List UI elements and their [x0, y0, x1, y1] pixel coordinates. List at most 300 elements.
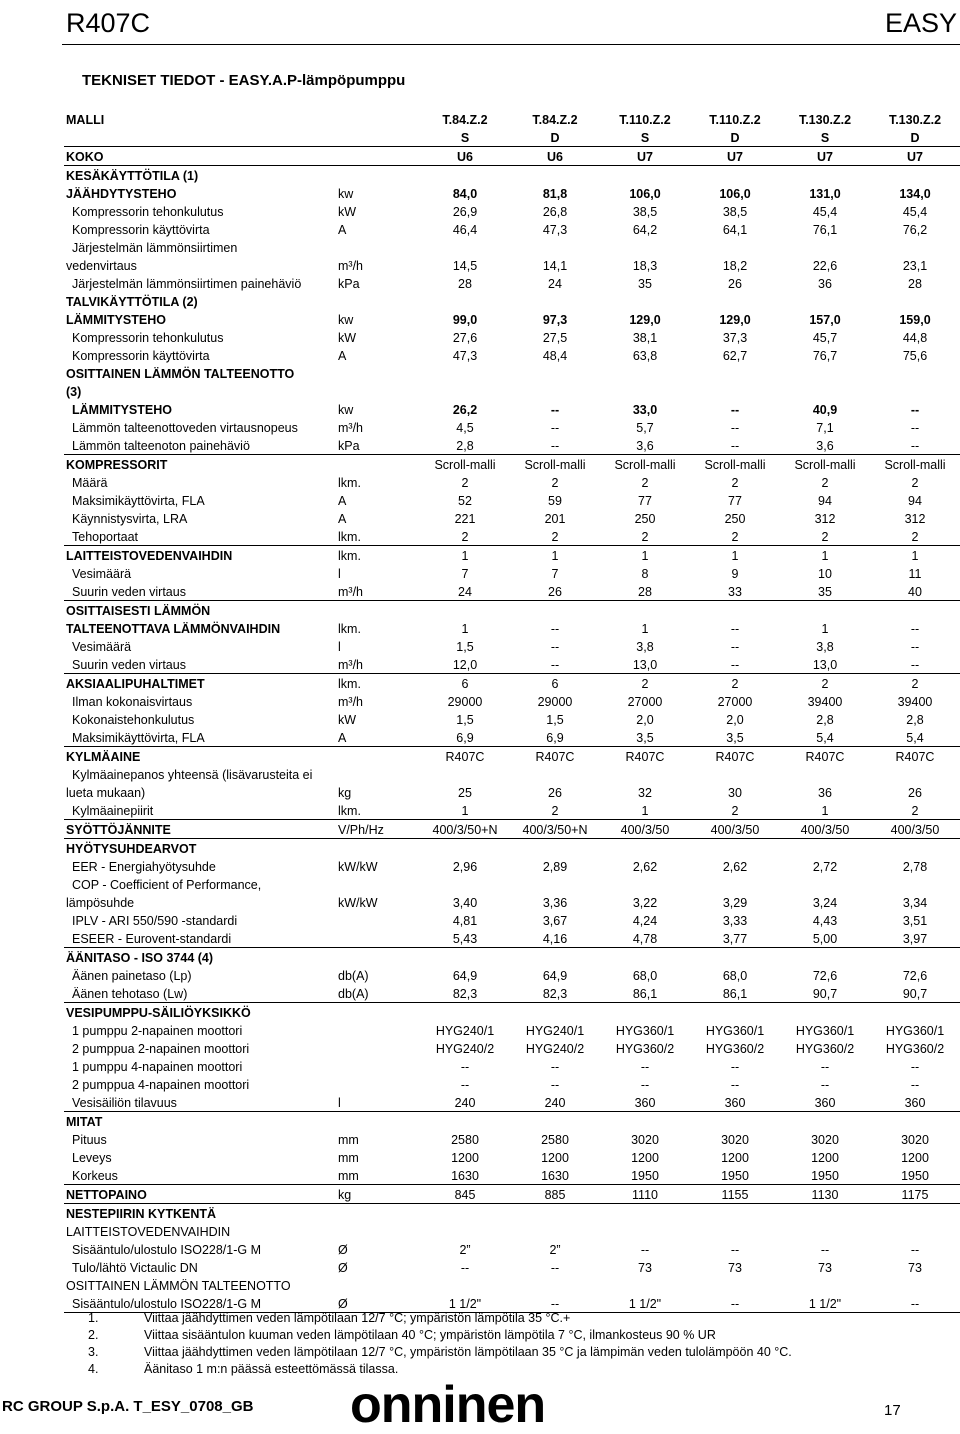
cell-value: 1950	[600, 1166, 690, 1185]
table-row	[64, 1112, 960, 1131]
cell-value: HYG360/2	[795, 1042, 855, 1056]
cell-value: 360	[870, 1093, 960, 1112]
cell-value: R407C	[895, 750, 935, 764]
cell-value: R407C	[805, 750, 845, 764]
cell-value: HYG360/1	[705, 1024, 765, 1038]
row-unit: mm	[338, 1151, 359, 1165]
table-row	[64, 1148, 960, 1166]
cell-value	[780, 364, 870, 382]
row-label: Äänen tehotaso (Lw)	[64, 984, 336, 1003]
cell-value: --	[460, 1060, 470, 1074]
cell-value: --	[730, 1078, 740, 1092]
cell-value: 3,97	[870, 929, 960, 948]
cell-value: 1950	[780, 1166, 870, 1185]
cell-value: Scroll-malli	[434, 458, 496, 472]
table-row	[64, 220, 960, 238]
row-label: Kylmäainepanos yhteensä (lisävarusteita ei	[72, 768, 313, 782]
cell-value	[870, 1204, 960, 1223]
cell-value	[870, 1112, 960, 1131]
row-unit: lkm.	[338, 549, 361, 563]
footer-company: RC GROUP S.p.A. T_ESY_0708_GB	[2, 1398, 254, 1415]
cell-value: 64,9	[452, 969, 478, 983]
table-row	[64, 382, 960, 400]
cell-value: 400/3/50	[690, 820, 780, 839]
cell-value	[870, 601, 960, 620]
cell-value: 1200	[541, 1151, 569, 1165]
cell-value: 2,0	[636, 713, 654, 727]
cell-value: 2	[510, 527, 600, 546]
cell-value: 3,29	[722, 896, 748, 910]
row-unit: mm	[338, 1133, 359, 1147]
table-row	[64, 147, 960, 166]
cell-value: 2,96	[452, 860, 478, 874]
row-unit: l	[336, 1093, 420, 1112]
cell-value: 18,2	[722, 259, 748, 273]
cell-value: --	[820, 1060, 830, 1074]
footnote	[88, 1344, 792, 1361]
cell-value: 1630	[420, 1166, 510, 1185]
cell-value: 26	[728, 277, 742, 291]
table-row	[64, 1204, 960, 1223]
footnotes	[88, 1310, 792, 1378]
row-unit	[336, 1057, 420, 1075]
cell-value	[870, 238, 960, 256]
cell-value: --	[460, 1078, 470, 1092]
cell-value: --	[910, 640, 920, 654]
cell-value: 6	[551, 677, 559, 691]
cell-value: 3,40	[452, 896, 478, 910]
cell-value: 1630	[510, 1166, 600, 1185]
row-label: NESTEPIIRIN KYTKENTÄ	[66, 1207, 217, 1221]
cell-value: 1110	[600, 1185, 690, 1204]
cell-value: 7	[551, 567, 559, 581]
row-unit	[336, 601, 420, 620]
cell-value: --	[820, 1243, 830, 1257]
row-label: JÄÄHDYTYSTEHO	[66, 187, 177, 201]
row-label: Ilman kokonaisvirtaus	[72, 695, 193, 709]
cell-value: 22,6	[812, 259, 838, 273]
cell-value: 73	[728, 1261, 742, 1275]
cell-value: 2,8	[816, 713, 834, 727]
table-row	[64, 473, 960, 491]
row-unit: lkm.	[338, 622, 361, 636]
cell-value: 2	[821, 476, 829, 490]
cell-value: --	[510, 436, 600, 455]
cell-value: 64,1	[722, 223, 748, 237]
cell-value: 129,0	[719, 313, 751, 327]
cell-value: 72,6	[812, 969, 838, 983]
cell-value	[780, 948, 870, 967]
cell-value: --	[730, 421, 740, 435]
cell-value: 1	[551, 549, 559, 563]
cell-value	[780, 382, 870, 400]
cell-value: HYG360/1	[885, 1024, 945, 1038]
cell-value: 76,1	[812, 223, 838, 237]
row-unit	[336, 128, 420, 147]
cell-value: 86,1	[600, 984, 690, 1003]
table-row	[64, 710, 960, 728]
cell-value: 2580	[541, 1133, 569, 1147]
cell-value: 5,4	[870, 728, 960, 747]
row-label: Pituus	[72, 1133, 107, 1147]
cell-value: 1200	[451, 1151, 479, 1165]
cell-value: 47,3	[452, 349, 478, 363]
cell-value: 2	[420, 527, 510, 546]
cell-value	[420, 1003, 510, 1022]
cell-value	[600, 765, 690, 783]
cell-value	[780, 875, 870, 893]
cell-value: 159,0	[899, 313, 931, 327]
cell-value: 2	[870, 801, 960, 820]
cell-value: R407C	[535, 750, 575, 764]
cell-value	[690, 364, 780, 382]
table-row	[64, 674, 960, 693]
cell-value	[510, 1204, 600, 1223]
row-label: lämpösuhde	[66, 896, 135, 910]
cell-value: 26,2	[452, 403, 478, 417]
row-unit: A	[338, 512, 347, 526]
cell-value: 29000	[447, 695, 483, 709]
table-row	[64, 292, 960, 310]
cell-value	[420, 1204, 510, 1223]
row-label: vedenvirtaus	[66, 259, 137, 273]
cell-value: 48,4	[542, 349, 568, 363]
cell-value: 76,7	[812, 349, 838, 363]
row-unit: kPa	[336, 436, 420, 455]
cell-value: 400/3/50	[870, 820, 960, 839]
row-label: ÄÄNITASO - ISO 3744 (4)	[66, 951, 214, 965]
row-unit	[336, 875, 420, 893]
cell-value: --	[870, 655, 960, 674]
cell-value: 26	[908, 786, 922, 800]
cell-value: 2	[731, 677, 739, 691]
cell-value: R407C	[715, 750, 755, 764]
row-unit: Ø	[336, 1294, 420, 1313]
cell-value: U7	[780, 147, 870, 166]
cell-value: 1200	[721, 1151, 749, 1165]
table-row	[64, 1057, 960, 1075]
row-label: Määrä	[72, 476, 108, 490]
cell-value	[420, 601, 510, 620]
cell-value: 38,5	[632, 205, 658, 219]
cell-value: 45,7	[812, 331, 838, 345]
cell-value	[690, 948, 780, 967]
cell-value	[690, 292, 780, 310]
cell-value: 3020	[901, 1133, 929, 1147]
row-label: OSITTAINEN LÄMMÖN TALTEENOTTO	[66, 367, 295, 381]
cell-value: --	[510, 1294, 600, 1313]
table-row	[64, 948, 960, 967]
cell-value: 39400	[807, 695, 843, 709]
cell-value: 3020	[631, 1133, 659, 1147]
cell-value	[870, 364, 960, 382]
row-unit: l	[338, 567, 341, 581]
row-label: Kokonaistehonkulutus	[72, 713, 195, 727]
cell-value: 2	[641, 476, 649, 490]
cell-value	[510, 875, 600, 893]
cell-value: 2,78	[902, 860, 928, 874]
cell-value: 131,0	[809, 187, 841, 201]
table-row	[64, 1185, 960, 1204]
cell-value: 94	[818, 494, 832, 508]
specification-table	[64, 110, 960, 1313]
cell-value: 27000	[627, 695, 663, 709]
cell-value: T.84.Z.2	[532, 113, 578, 127]
row-unit	[336, 1112, 420, 1131]
cell-value: S	[780, 128, 870, 147]
cell-value: 76,2	[902, 223, 928, 237]
footnote-text: Viittaa sisääntulon kuuman veden lämpötilaan 40 °C; ympäristön lämpötila 7 °C, ilmankosteus 90 % UR	[144, 1328, 716, 1342]
cell-value: 4,24	[632, 914, 658, 928]
cell-value	[780, 1222, 870, 1240]
cell-value: 2,89	[542, 860, 568, 874]
cell-value: 400/3/50+N	[420, 820, 510, 839]
cell-value: 1,5	[546, 713, 564, 727]
cell-value: --	[730, 640, 740, 654]
row-label: 1 pumppu 2-napainen moottori	[72, 1024, 243, 1038]
row-label: Kompressorin tehonkulutus	[72, 205, 224, 219]
table-row	[64, 418, 960, 436]
cell-value: 1,5	[456, 640, 474, 654]
cell-value: 1	[461, 549, 469, 563]
onninen-logo: onninen	[350, 1376, 546, 1434]
cell-value: 63,8	[632, 349, 658, 363]
cell-value	[600, 292, 690, 310]
row-unit	[336, 1204, 420, 1223]
cell-value: 3020	[721, 1133, 749, 1147]
table-row	[64, 509, 960, 527]
row-label: Kompressorin käyttövirta	[72, 349, 210, 363]
row-unit	[336, 147, 420, 166]
cell-value: 38,1	[632, 331, 658, 345]
cell-value: 2,72	[812, 860, 838, 874]
table-row	[64, 1240, 960, 1258]
cell-value: 5,4	[780, 728, 870, 747]
cell-value: 1 1/2"	[600, 1294, 690, 1313]
cell-value: U7	[870, 147, 960, 166]
row-unit: V/Ph/Hz	[336, 820, 420, 839]
cell-value	[510, 948, 600, 967]
row-unit	[336, 238, 420, 256]
cell-value	[420, 839, 510, 858]
header-model: R407C	[66, 8, 151, 38]
row-unit	[336, 1222, 420, 1240]
cell-value	[690, 1204, 780, 1223]
row-unit: db(A)	[336, 984, 420, 1003]
row-label: Järjestelmän lämmönsiirtimen	[72, 241, 238, 255]
cell-value: 68,0	[632, 969, 658, 983]
table-row	[64, 110, 960, 128]
table-row	[64, 1258, 960, 1276]
header-divider	[62, 44, 960, 45]
cell-value: R407C	[445, 750, 485, 764]
cell-value: HYG360/2	[885, 1042, 945, 1056]
cell-value: 1950	[870, 1166, 960, 1185]
cell-value: 221	[454, 512, 476, 526]
table-row	[64, 582, 960, 601]
cell-value: HYG240/1	[435, 1024, 495, 1038]
table-row	[64, 364, 960, 382]
cell-value: 2	[600, 527, 690, 546]
row-label: Vesimäärä	[72, 567, 132, 581]
cell-value: 4,5	[456, 421, 474, 435]
row-label: MITAT	[66, 1115, 103, 1129]
table-row	[64, 400, 960, 418]
cell-value	[870, 166, 960, 185]
cell-value	[510, 292, 600, 310]
cell-value	[870, 765, 960, 783]
row-unit	[336, 1039, 420, 1057]
table-row	[64, 328, 960, 346]
row-unit: m³/h	[338, 695, 363, 709]
cell-value	[600, 382, 690, 400]
header-product: EASY	[884, 8, 957, 38]
row-label: MALLI	[66, 113, 105, 127]
row-label: Tulo/lähtö Victaulic DN	[72, 1261, 198, 1275]
cell-value: 3,34	[902, 896, 928, 910]
cell-value: 2”	[459, 1243, 471, 1257]
cell-value	[510, 238, 600, 256]
row-label: Lämmön talteenoton painehäviö	[64, 436, 336, 455]
cell-value	[420, 1112, 510, 1131]
cell-value	[780, 1276, 870, 1294]
cell-value: HYG360/2	[705, 1042, 765, 1056]
cell-value: 1950	[690, 1166, 780, 1185]
cell-value: 106,0	[719, 187, 751, 201]
cell-value: Scroll-malli	[704, 458, 766, 472]
cell-value: 44,8	[902, 331, 928, 345]
cell-value	[690, 839, 780, 858]
cell-value: 1	[821, 622, 829, 636]
table-row	[64, 564, 960, 582]
cell-value: 2	[461, 476, 469, 490]
cell-value: 2	[911, 476, 919, 490]
cell-value: 90,7	[780, 984, 870, 1003]
table-row	[64, 256, 960, 274]
row-unit	[336, 110, 420, 128]
table-row	[64, 929, 960, 948]
cell-value	[780, 1003, 870, 1022]
row-label: EER - Energiahyötysuhde	[72, 860, 216, 874]
row-label: HYÖTYSUHDEARVOT	[66, 842, 197, 856]
row-label: Maksimikäyttövirta, FLA	[64, 728, 336, 747]
row-unit	[336, 911, 420, 929]
table-row	[64, 601, 960, 620]
cell-value: 73	[638, 1261, 652, 1275]
table-row	[64, 820, 960, 839]
row-label: Maksimikäyttövirta, FLA	[72, 494, 205, 508]
row-label: TALVIKÄYTTÖTILA (2)	[66, 295, 198, 309]
cell-value: 64,9	[542, 969, 568, 983]
cell-value: 28	[600, 582, 690, 601]
cell-value: 7,1	[816, 421, 834, 435]
cell-value: 129,0	[629, 313, 661, 327]
cell-value: Scroll-malli	[884, 458, 946, 472]
footnote-text: Äänitaso 1 m:n päässä esteettömässä tilassa.	[144, 1362, 399, 1376]
cell-value	[420, 765, 510, 783]
cell-value: U7	[600, 147, 690, 166]
cell-value: 2	[690, 801, 780, 820]
cell-value: 3,8	[816, 640, 834, 654]
row-unit: A	[338, 223, 347, 237]
table-row	[64, 436, 960, 455]
cell-value	[510, 166, 600, 185]
cell-value	[690, 382, 780, 400]
cell-value: 3,24	[812, 896, 838, 910]
cell-value: --	[870, 1294, 960, 1313]
table-row	[64, 765, 960, 783]
cell-value: S	[600, 128, 690, 147]
row-unit: kw	[338, 313, 354, 327]
cell-value	[420, 875, 510, 893]
cell-value: 64,2	[632, 223, 658, 237]
footnote-text: Viittaa jäähdyttimen veden lämpötilaan 12/7 °C, ympäristön lämpötilaan 35 °C ja lämpimän veden tulolämpöön 40 °C.	[144, 1345, 792, 1359]
cell-value	[600, 839, 690, 858]
row-label: Järjestelmän lämmönsiirtimen painehäviö	[72, 277, 302, 291]
cell-value: 46,4	[452, 223, 478, 237]
row-label: 2 pumppua 2-napainen moottori	[72, 1042, 250, 1056]
row-label: OSITTAINEN LÄMMÖN TALTEENOTTO	[66, 1279, 291, 1293]
cell-value: 240	[420, 1093, 510, 1112]
cell-value: 1,5	[456, 713, 474, 727]
cell-value: 3,33	[722, 914, 748, 928]
row-unit	[336, 948, 420, 967]
cell-value: 5,7	[636, 421, 654, 435]
cell-value: 77	[728, 494, 742, 508]
row-unit	[336, 364, 420, 382]
cell-value: T.84.Z.2	[442, 113, 488, 127]
cell-value: 2	[731, 476, 739, 490]
cell-value: 82,3	[510, 984, 600, 1003]
cell-value: 26,8	[542, 205, 568, 219]
cell-value: 82,3	[420, 984, 510, 1003]
cell-value: 5,00	[780, 929, 870, 948]
row-label: KESÄKÄYTTÖTILA (1)	[66, 169, 199, 183]
cell-value	[600, 601, 690, 620]
cell-value: 201	[544, 512, 566, 526]
cell-value: 106,0	[629, 187, 661, 201]
cell-value: 11	[908, 567, 922, 581]
footnote-number: 3.	[88, 1345, 99, 1359]
cell-value	[870, 875, 960, 893]
cell-value: --	[730, 1243, 740, 1257]
cell-value	[690, 875, 780, 893]
cell-value: 23,1	[902, 259, 928, 273]
table-row	[64, 527, 960, 546]
cell-value: 30	[728, 786, 742, 800]
cell-value	[420, 382, 510, 400]
cell-value: 6,9	[420, 728, 510, 747]
table-row	[64, 839, 960, 858]
cell-value: 2	[821, 677, 829, 691]
cell-value: 4,81	[452, 914, 478, 928]
cell-value	[690, 1112, 780, 1131]
row-label: Lämmön talteenottoveden virtausnopeus	[72, 421, 298, 435]
table-row	[64, 1166, 960, 1185]
cell-value: 240	[510, 1093, 600, 1112]
cell-value: 86,1	[690, 984, 780, 1003]
row-label: 2 pumppua 4-napainen moottori	[72, 1078, 250, 1092]
cell-value: 6	[461, 677, 469, 691]
cell-value: 12,0	[420, 655, 510, 674]
cell-value	[510, 1276, 600, 1294]
table-row	[64, 310, 960, 328]
row-label: COP - Coefficient of Performance,	[72, 878, 262, 892]
table-row	[64, 455, 960, 474]
cell-value	[780, 1112, 870, 1131]
table-row	[64, 1130, 960, 1148]
row-label: ESEER - Eurovent-standardi	[64, 929, 336, 948]
